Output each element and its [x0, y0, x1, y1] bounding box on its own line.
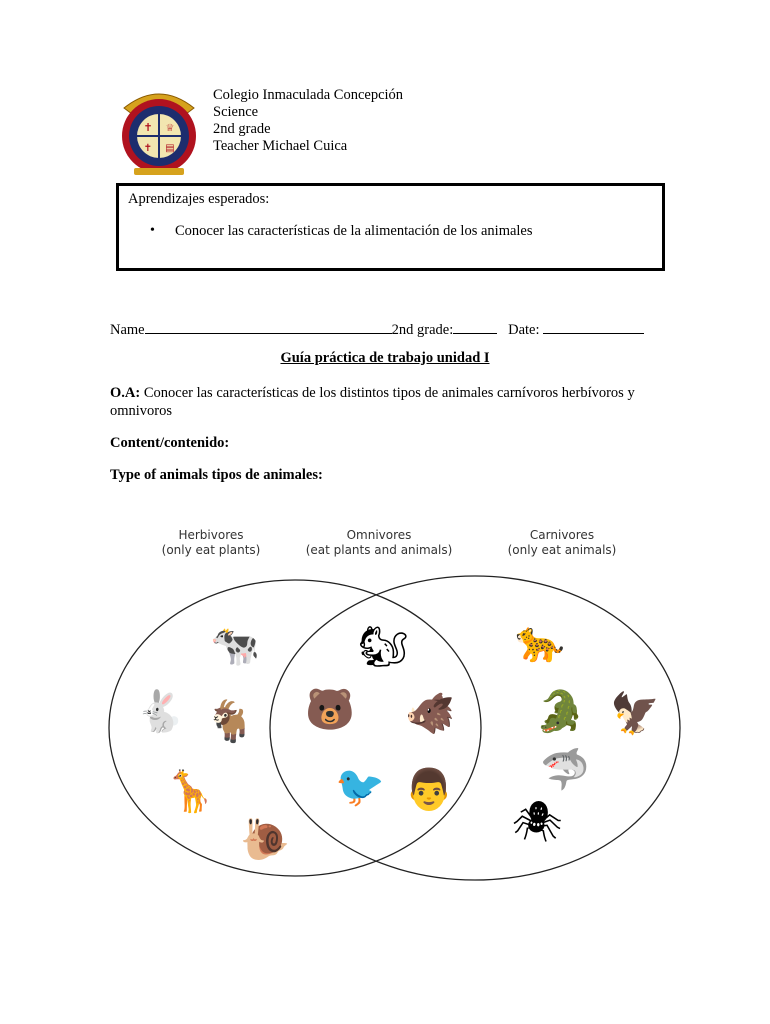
giraffe-icon: 🦒 [165, 769, 215, 815]
squirrel-icon: 🐿 [358, 624, 409, 670]
venn-diagram [100, 570, 690, 890]
objective [110, 384, 670, 420]
omnivores-title: Omnivores [346, 528, 412, 542]
bullet-icon: • [150, 223, 155, 238]
learning-outcome-item: Conocer las características de la alimentación de los animales [175, 223, 533, 239]
grade-label: 2nd grade: [391, 322, 454, 338]
learning-outcomes-title: Aprendizajes esperados: [128, 191, 270, 207]
herbivores-label [121, 528, 301, 558]
human-face-icon: 👨 [404, 767, 454, 813]
content-heading: Content/contenido: [110, 435, 230, 451]
name-label: Name [110, 322, 145, 338]
student-info-line [110, 320, 644, 339]
shark-icon: 🦈 [540, 747, 590, 793]
bear-icon: 🐻 [305, 687, 355, 733]
subject: Science [213, 104, 259, 120]
date-label: Date: [508, 322, 544, 338]
omnivores-subtitle: (eat plants and animals) [305, 543, 453, 557]
crocodile-icon: 🐊 [535, 689, 585, 735]
leopard-icon: 🐆 [515, 619, 565, 665]
guide-title: Guía práctica de trabajo unidad I [280, 350, 490, 366]
grade: 2nd grade [213, 121, 271, 137]
name-blank[interactable] [145, 320, 392, 334]
rabbit-icon: 🐇 [135, 689, 185, 735]
cow-icon: 🐄 [210, 623, 260, 669]
boar-icon: 🐗 [405, 691, 455, 737]
omnivores-label [289, 528, 469, 558]
svg-text:♕: ♕ [165, 123, 175, 134]
bird-icon: 🐦 [335, 764, 385, 810]
school-crest-logo [116, 86, 202, 176]
svg-text:▤: ▤ [165, 143, 175, 154]
date-blank[interactable] [543, 320, 644, 334]
snail-icon: 🐌 [240, 817, 290, 863]
carnivores-title: Carnivores [529, 528, 595, 542]
spider-icon: 🕷 [512, 799, 563, 845]
herbivores-subtitle: (only eat plants) [161, 543, 261, 557]
objective-label: O.A: [110, 385, 141, 401]
hawk-icon: 🦅 [610, 691, 660, 737]
goat-icon: 🐐 [205, 699, 255, 745]
school-header [213, 87, 403, 155]
types-heading: Type of animals tipos de animales: [110, 467, 323, 483]
school-name: Colegio Inmaculada Concepción [213, 87, 404, 103]
grade-blank[interactable] [453, 320, 497, 334]
teacher: Teacher Michael Cuica [213, 138, 348, 154]
svg-text:✝: ✝ [143, 121, 153, 134]
svg-text:✝: ✝ [143, 143, 153, 154]
objective-text: Conocer las características de los distintos tipos de animales carnívoros herbívoros y omnivoros [110, 385, 635, 419]
carnivores-label [472, 528, 652, 558]
herbivores-title: Herbivores [178, 528, 244, 542]
carnivores-subtitle: (only eat animals) [507, 543, 617, 557]
